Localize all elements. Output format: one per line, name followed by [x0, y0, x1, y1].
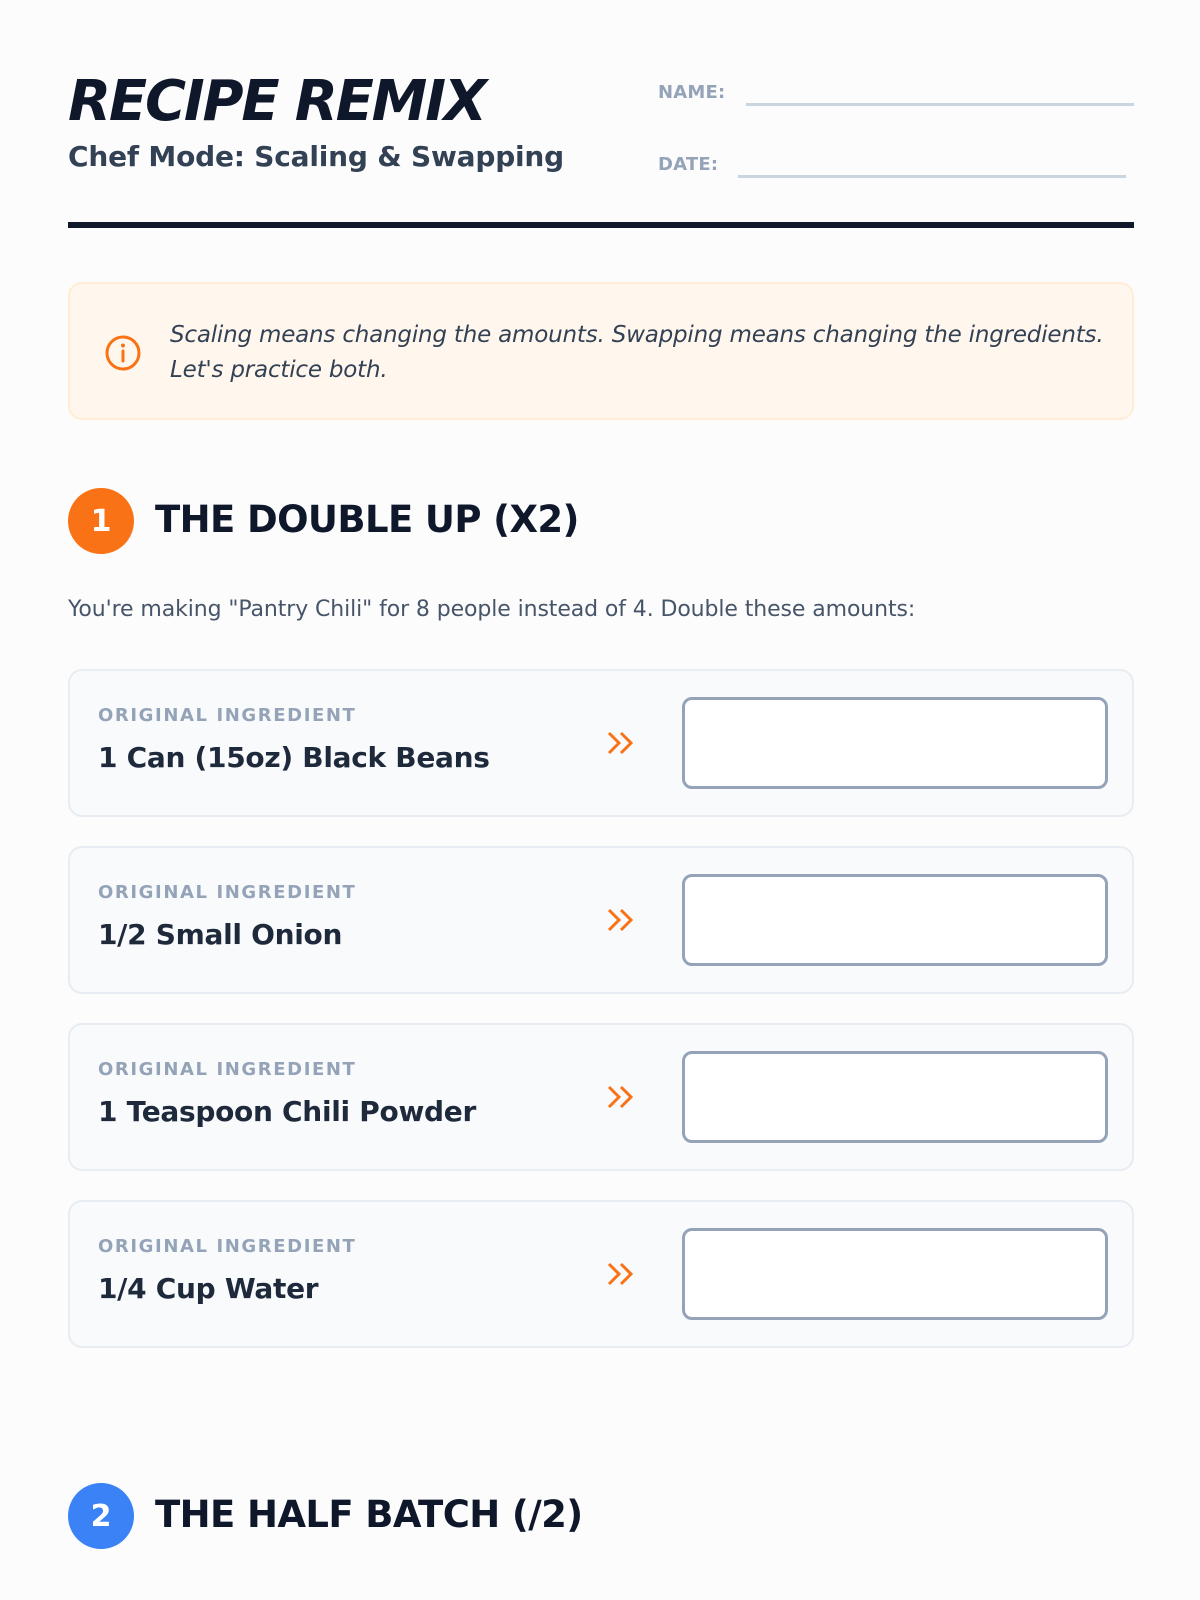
date-field[interactable]	[738, 152, 1126, 178]
page-subtitle: Chef Mode: Scaling & Swapping	[68, 140, 565, 173]
worksheet-header	[68, 64, 1134, 228]
section-1-header	[68, 488, 968, 554]
name-label: NAME:	[658, 82, 726, 103]
answer-input[interactable]	[682, 697, 1108, 789]
info-circle-icon	[104, 334, 142, 372]
answer-input[interactable]	[682, 1051, 1108, 1143]
answer-input[interactable]	[682, 1228, 1108, 1320]
name-field[interactable]	[746, 80, 1134, 106]
card-label: ORIGINAL INGREDIENT	[98, 705, 357, 726]
section-description: You're making "Pantry Chili" for 8 people instead of 4. Double these amounts:	[68, 597, 916, 622]
section-number-badge: 1	[68, 488, 134, 554]
ingredient-name: 1/4 Cup Water	[98, 1272, 319, 1305]
ingredient-card	[68, 1023, 1134, 1171]
section-title: THE DOUBLE UP (X2)	[155, 498, 579, 541]
double-chevron-right-icon	[606, 1084, 636, 1110]
card-label: ORIGINAL INGREDIENT	[98, 1059, 357, 1080]
info-callout	[68, 282, 1134, 420]
page-title: RECIPE REMIX	[68, 69, 485, 134]
ingredient-name: 1 Teaspoon Chili Powder	[98, 1095, 476, 1128]
date-label: DATE:	[658, 154, 719, 175]
double-chevron-right-icon	[606, 730, 636, 756]
ingredient-card	[68, 846, 1134, 994]
answer-input[interactable]	[682, 874, 1108, 966]
ingredient-card	[68, 1200, 1134, 1348]
section-2-header	[68, 1483, 968, 1549]
card-label: ORIGINAL INGREDIENT	[98, 882, 357, 903]
ingredient-name: 1 Can (15oz) Black Beans	[98, 741, 490, 774]
section-number-badge: 2	[68, 1483, 134, 1549]
double-chevron-right-icon	[606, 907, 636, 933]
info-text: Scaling means changing the amounts. Swapping means changing the ingredients. Let's practice both.	[170, 322, 1104, 383]
ingredient-card	[68, 669, 1134, 817]
ingredient-name: 1/2 Small Onion	[98, 918, 343, 951]
double-chevron-right-icon	[606, 1261, 636, 1287]
card-label: ORIGINAL INGREDIENT	[98, 1236, 357, 1257]
section-title: THE HALF BATCH (/2)	[155, 1493, 583, 1536]
